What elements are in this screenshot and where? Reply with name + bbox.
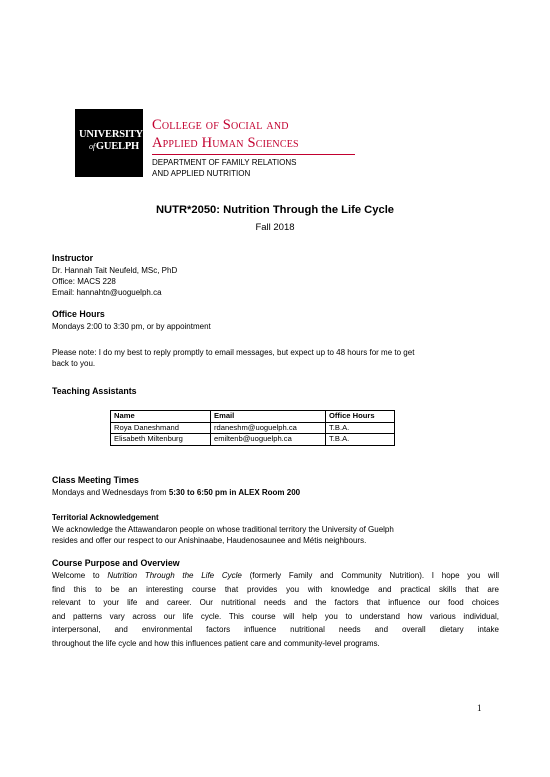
ta-name: Roya Daneshmand bbox=[111, 422, 211, 434]
table-row bbox=[111, 434, 395, 446]
office-hours-heading: Office Hours bbox=[52, 309, 105, 319]
ta-heading: Teaching Assistants bbox=[52, 386, 137, 396]
table-header-row bbox=[111, 411, 395, 423]
course-title: NUTR*2050: Nutrition Through the Life Cycle bbox=[155, 204, 395, 216]
overview-line-5: interpersonal, and environmental factors influence nutritional needs and overall dietary intake bbox=[52, 625, 499, 635]
office-hours-text: Mondays 2:00 to 3:30 pm, or by appointment bbox=[52, 322, 211, 331]
ta-name: Elisabeth Miltenburg bbox=[111, 434, 211, 446]
instructor-office: Office: MACS 228 bbox=[52, 277, 116, 286]
overview-line-3: relevant to your life and career. Our nutritional needs and the factors that influence our food choices bbox=[52, 598, 499, 608]
college-name: College of Social and Applied Human Sciences bbox=[152, 117, 299, 151]
logo-text-university: UNIVERSITY bbox=[79, 129, 143, 140]
overview-heading: Course Purpose and Overview bbox=[52, 558, 180, 568]
university-logo bbox=[75, 109, 143, 177]
course-term: Fall 2018 bbox=[255, 222, 295, 233]
class-meeting-text: Mondays and Wednesdays from 5:30 to 6:50 pm in ALEX Room 200 bbox=[52, 488, 301, 497]
column-header-email: Email bbox=[211, 411, 326, 423]
department-name: DEPARTMENT OF FAMILY RELATIONS AND APPLIED NUTRITION bbox=[152, 158, 297, 178]
page-number: 1 bbox=[477, 703, 482, 713]
overview-line-1: Welcome to Nutrition Through the Life Cycle (formerly Family and Community Nutrition). I hope you will bbox=[52, 571, 500, 580]
ta-table bbox=[110, 410, 395, 446]
overview-paragraph bbox=[52, 569, 499, 651]
instructor-email: Email: hannahtn@uoguelph.ca bbox=[52, 288, 162, 297]
territorial-line-1: We acknowledge the Attawandaron people on whose traditional territory the University of Guelph bbox=[52, 525, 394, 534]
territorial-heading: Territorial Acknowledgement bbox=[52, 513, 159, 522]
instructor-name: Dr. Hannah Tait Neufeld, MSc, PhD bbox=[52, 266, 178, 275]
ta-office-hours: T.B.A. bbox=[326, 434, 395, 446]
logo-text-guelph: ofGUELPH bbox=[89, 141, 139, 152]
email-note-line-1: Please note: I do my best to reply promptly to email messages, but expect up to 48 hours for me to get bbox=[52, 348, 415, 357]
column-header-name: Name bbox=[111, 411, 211, 423]
column-header-office-hours: Office Hours bbox=[326, 411, 395, 423]
overview-line-2: find this to be an interesting course that provides you with knowledge and practical skills that are bbox=[52, 584, 499, 594]
territorial-line-2: resides and offer our respect to our Anishinaabe, Haudenosaunee and Métis neighbours. bbox=[52, 536, 367, 545]
email-note-line-2: back to you. bbox=[52, 359, 96, 368]
ta-office-hours: T.B.A. bbox=[326, 422, 395, 434]
college-divider bbox=[152, 154, 355, 155]
overview-line-4: and patterns vary across our life cycle. This course will help you to understand how various individual, bbox=[52, 611, 499, 621]
overview-line-6: throughout the life cycle and how this influences patient care and community-level programs. bbox=[52, 638, 380, 648]
ta-email: emiltenb@uoguelph.ca bbox=[211, 434, 326, 446]
class-meeting-heading: Class Meeting Times bbox=[52, 475, 139, 485]
ta-email: rdaneshm@uoguelph.ca bbox=[211, 422, 326, 434]
table-row bbox=[111, 422, 395, 434]
instructor-heading: Instructor bbox=[52, 253, 94, 263]
